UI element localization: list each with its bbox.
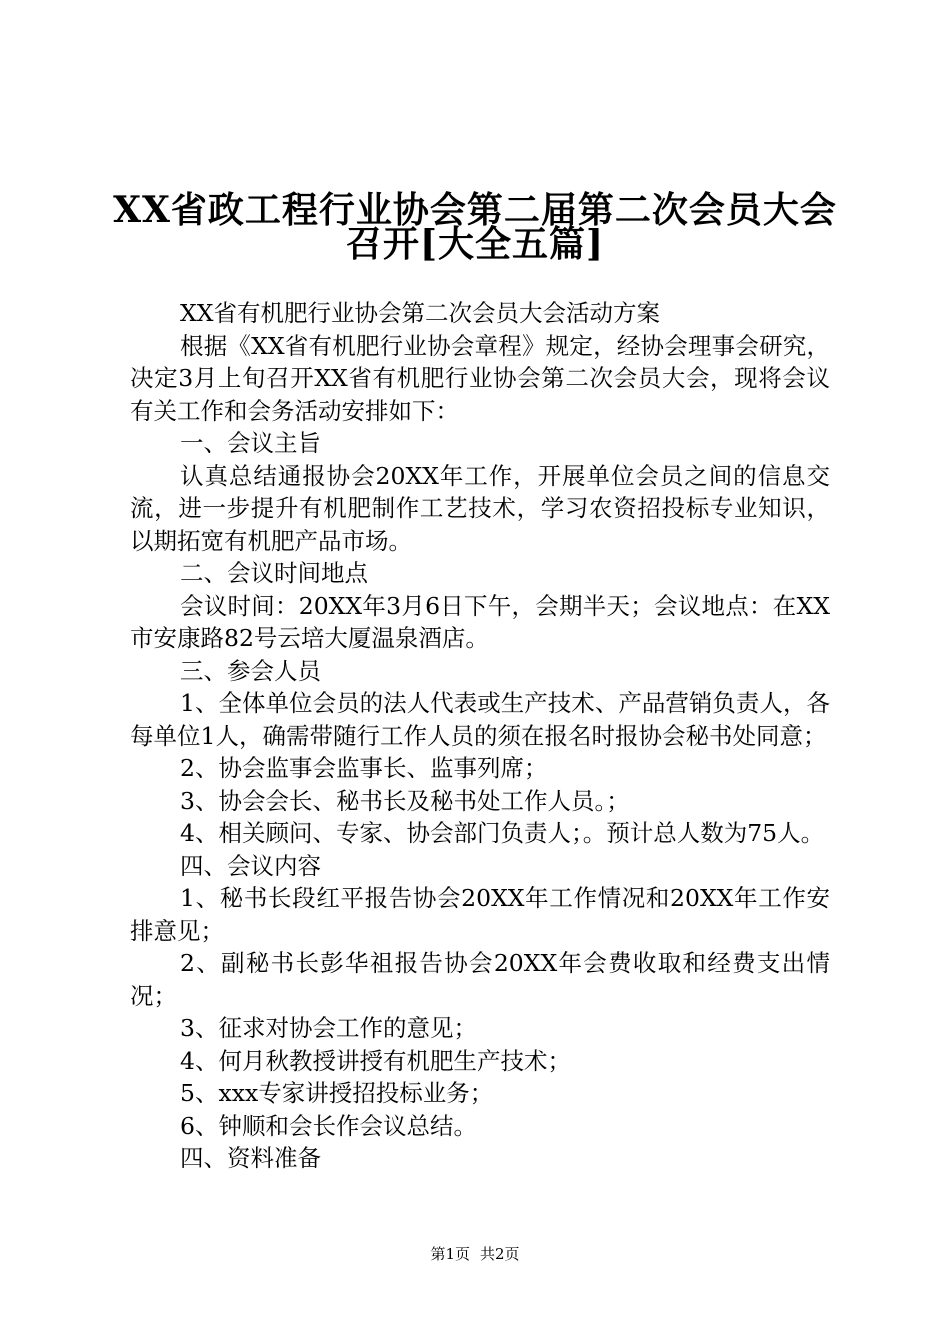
section-heading-purpose: 一、会议主旨 bbox=[180, 429, 321, 457]
list-item-attendee-4: 4、相关顾问、专家、协会部门负责人；。预计总人数为75人。 bbox=[180, 819, 825, 847]
page-footer bbox=[0, 1244, 950, 1264]
page-number: 第1页 bbox=[430, 1245, 470, 1263]
document-title-line-2: 召开[大全五篇] bbox=[345, 223, 605, 265]
list-item-content-4: 4、何月秋教授讲授有机肥生产技术； bbox=[180, 1046, 571, 1075]
section-heading-attendees: 三、参会人员 bbox=[180, 656, 321, 685]
document-body bbox=[130, 297, 830, 1175]
paragraph-plan-title: XX省有机肥行业协会第二次会员大会活动方案 bbox=[180, 299, 660, 327]
list-item-content-1: 1、秘书长段红平报告协会20XX年工作情况和20XX年工作安排意见； bbox=[130, 884, 830, 945]
paragraph-purpose: 认真总结通报协会20XX年工作，开展单位会员之间的信息交流，进一步提升有机肥制作工艺技术，学习农资招投标专业知识，以期拓宽有机肥产品市场。 bbox=[130, 461, 830, 555]
page-total: 共2页 bbox=[480, 1245, 520, 1263]
list-item-attendee-3: 3、协会会长、秘书长及秘书处工作人员。； bbox=[180, 786, 630, 815]
section-heading-content: 四、会议内容 bbox=[180, 851, 321, 880]
list-item-attendee-1: 1、全体单位会员的法人代表或生产技术、产品营销负责人，各每单位1人，确需带随行工作人员的须在报名时报协会秘书处同意； bbox=[130, 689, 830, 750]
paragraph-time-place: 会议时间：20XX年3月6日下午，会期半天；会议地点：在XX市安康路82号云培大厦温泉酒店。 bbox=[130, 591, 830, 652]
list-item-content-2: 2、副秘书长彭华祖报告协会20XX年会费收取和经费支出情况； bbox=[130, 949, 830, 1010]
list-item-attendee-2: 2、协会监事会监事长、监事列席； bbox=[180, 754, 548, 782]
paragraph-intro: 根据《XX省有机肥行业协会章程》规定，经协会理事会研究，决定3月上旬召开XX省有机肥行业协会第二次会员大会，现将会议有关工作和会务活动安排如下： bbox=[130, 331, 830, 425]
list-item-content-3: 3、征求对协会工作的意见； bbox=[180, 1014, 477, 1042]
section-heading-time-place: 二、会议时间地点 bbox=[180, 559, 368, 587]
section-heading-materials: 四、资料准备 bbox=[180, 1144, 321, 1172]
list-item-content-6: 6、钟顺和会长作会议总结。 bbox=[180, 1111, 477, 1140]
document-title-line-1: XX省政工程行业协会第二届第二次会员大会 bbox=[113, 189, 837, 231]
list-item-content-5: 5、xxx专家讲授招投标业务； bbox=[180, 1079, 494, 1107]
